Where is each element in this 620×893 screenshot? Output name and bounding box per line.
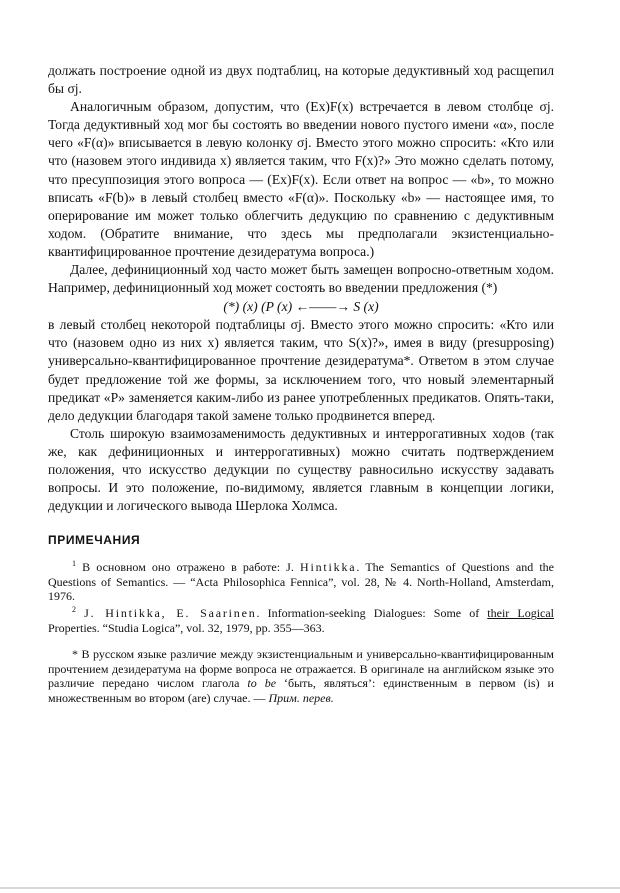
paragraph-2: Аналогичным образом, допустим, что (Ex)F(x) встречается в левом столбце σj. Тогда дедуктивный ход мог бы состоять во введении нового пустого имени «α», после чего «F(α)» вписывается в левую колонку σj. Вместо этого можно спросить: «Кто или что (назовем этого индивида x) является таким, что F(x)?» Это можно сделать потому, что пресуппозиция этого вопроса — (Ex)F(x). Если ответ на вопрос — «b», то можно вписать «F(b)» в левый столбец вместо «F(α)». Поскольку «b» — настоящее имя, то оперирование им может только облегчить дедукцию по сравнению с дедуктивным ходом. (Обратите внимание, что здесь мы предполагали экзистенциально-квантифицированное прочтение дезидератума вопроса.) <box>48 99 554 259</box>
formula-left: (*) (x) (P (x) <box>223 299 293 315</box>
footnote-1-author: Hintikka <box>300 560 357 575</box>
formula <box>48 297 554 316</box>
footnote-1-marker: 1 <box>72 559 76 569</box>
footnote-gap <box>48 635 554 647</box>
notes-heading: ПРИМЕЧАНИЯ <box>48 533 141 548</box>
footnote-2-marker: 2 <box>72 605 76 615</box>
formula-arrow: ←——→ <box>295 299 350 315</box>
page-bottom-edge <box>0 887 620 889</box>
page <box>48 62 554 705</box>
footnote-1-pre: В основном оно отражено в работе: J. <box>82 560 294 575</box>
paragraph-4: в левый столбец некоторой подтаблицы σj. Вместо этого можно спросить: «Кто или что (назовем одно из них x) является таким, что S(x)?», имея в виду (presupposing) универсально-квантифицированное прочтение дезидератума*. Ответом в этом случае будет предложение той же формы, за исключением того, что новый элементарный предикат «P» заменяется каким-либо из ранее употребленных предикатов. Опять-таки, дело дедукции благодаря такой замене только продвинется вперед. <box>48 317 554 423</box>
footnote-2-rest-a: . Information-seeking Dialogues: Some of <box>256 606 488 621</box>
footnote-2-author: J. Hintikka, E. Saarinen <box>84 606 257 621</box>
footnote-2-rest-b: Properties. “Studia Logica”, vol. 32, 1979, pp. 355—363. <box>48 620 325 635</box>
translator-note-to-be: to be <box>247 676 277 691</box>
paragraph-5: Столь широкую взаимозаменимость дедуктивных и интеррогативных ходов (так же, как дефиниционных и интеррогативных) можно считать подтверждением положения, что искусство дедукции по существу равносильно искусству задавать вопросы. И это положение, по-видимому, является главным в концепции логики, дедукции и логического вывода Шерлока Холмса. <box>48 425 554 514</box>
translator-note-mid: ‘быть, являться’: единственным в первом (is) и множественным во втором (are) случае. — <box>48 676 554 705</box>
paragraph-3: Далее, дефиниционный ход часто может быть замещен вопросно-ответным ходом. Например, дефиниционный ход может состоять во введении предложения (*) <box>48 262 554 296</box>
paragraph-1: должать построение одной из двух подтаблиц, на которые дедуктивный ход расщепил бы σj. <box>48 63 554 97</box>
footnote-1-rest: . The Semantics of Questions and the Questions of Semantics. — “Acta Philosophica Fennica”, vol. 28, № 4. North-Holland, Amsterdam, 1976. <box>48 560 554 604</box>
translator-note <box>48 647 554 705</box>
footnote-2-underlined: their Logical <box>487 606 555 621</box>
translator-note-pre: * В русском языке различие между экзистенциальным и универсально-квантифицированным прочтением дезидератума на форме вопроса не отражается. В оригинале на английском языке это различие передано числом глагола <box>48 647 554 691</box>
translator-note-signature: Прим. перев. <box>268 690 334 705</box>
footnote-2 <box>48 603 554 635</box>
footnote-1 <box>48 557 554 603</box>
formula-right: S (x) <box>353 299 379 315</box>
